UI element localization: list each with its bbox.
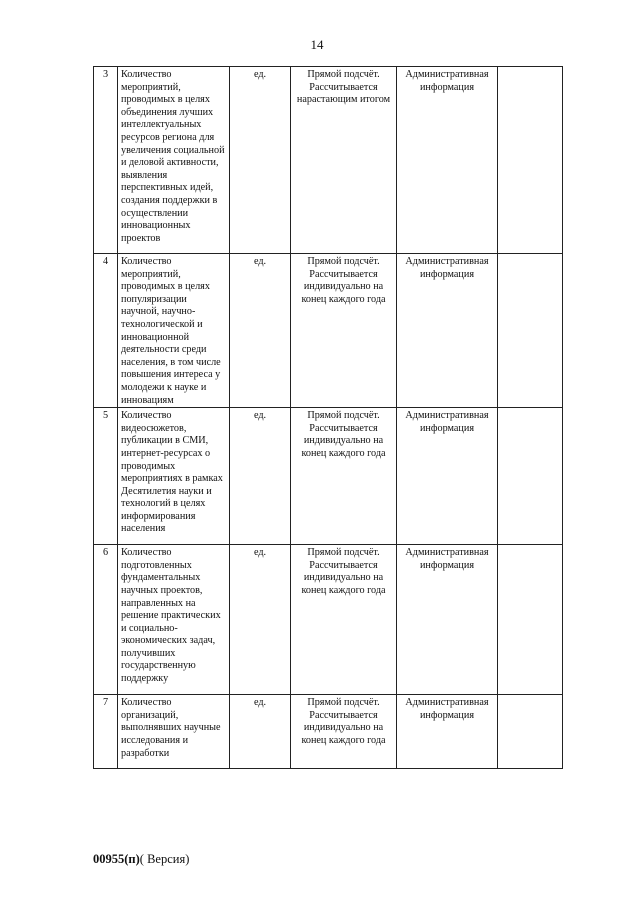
- data-source: Административная информация: [397, 545, 498, 695]
- extra-cell: [498, 545, 563, 695]
- extra-cell: [498, 254, 563, 408]
- page-number: 14: [310, 37, 324, 52]
- calculation-method: Прямой подсчёт. Рассчитывается индивидуально на конец каждого года: [291, 254, 397, 408]
- extra-cell: [498, 67, 563, 254]
- row-number: 7: [94, 695, 118, 769]
- table-row: [94, 67, 563, 254]
- table-row: [94, 545, 563, 695]
- row-number: 3: [94, 67, 118, 254]
- table-row: [94, 695, 563, 769]
- row-number: 5: [94, 408, 118, 545]
- data-source: Административная информация: [397, 695, 498, 769]
- table-row: [94, 254, 563, 408]
- calculation-method: Прямой подсчёт. Рассчитывается нарастающим итогом: [291, 67, 397, 254]
- indicator-name: Количество подготовленных фундаментальных научных проектов, направленных на решение практических и социально-экономических задач, получивших государственную поддержку: [118, 545, 230, 695]
- unit-of-measure: ед.: [230, 408, 291, 545]
- indicators-table: [93, 66, 563, 769]
- indicator-name: Количество мероприятий, проводимых в целях популяризации научной, научно-технологической и инновационной деятельности среди населения, в том числе повышения интереса у молодежи к науке и инновациям: [118, 254, 230, 408]
- document-footer-code: [93, 852, 189, 867]
- indicator-name: Количество видеосюжетов, публикации в СМИ, интернет-ресурсах о проводимых мероприятиях в рамках Десятилетия науки и технологий в целях информирования населения: [118, 408, 230, 545]
- calculation-method: Прямой подсчёт. Рассчитывается индивидуально на конец каждого года: [291, 695, 397, 769]
- data-source: Административная информация: [397, 67, 498, 254]
- row-number: 6: [94, 545, 118, 695]
- document-version: ( Версия): [139, 852, 190, 866]
- table-row: [94, 408, 563, 545]
- unit-of-measure: ед.: [230, 67, 291, 254]
- row-number: 4: [94, 254, 118, 408]
- unit-of-measure: ед.: [230, 545, 291, 695]
- extra-cell: [498, 695, 563, 769]
- data-source: Административная информация: [397, 254, 498, 408]
- calculation-method: Прямой подсчёт. Рассчитывается индивидуально на конец каждого года: [291, 545, 397, 695]
- unit-of-measure: ед.: [230, 254, 291, 408]
- indicator-name: Количество организаций, выполнявших научные исследования и разработки: [118, 695, 230, 769]
- calculation-method: Прямой подсчёт. Рассчитывается индивидуально на конец каждого года: [291, 408, 397, 545]
- extra-cell: [498, 408, 563, 545]
- indicator-name: Количество мероприятий, проводимых в целях объединения лучших интеллектуальных ресурсов региона для увеличения социальной и деловой активности, выявления перспективных идей, создания поддержки в осуществлении инновационных проектов: [118, 67, 230, 254]
- data-source: Административная информация: [397, 408, 498, 545]
- unit-of-measure: ед.: [230, 695, 291, 769]
- document-code: 00955(п): [93, 852, 140, 866]
